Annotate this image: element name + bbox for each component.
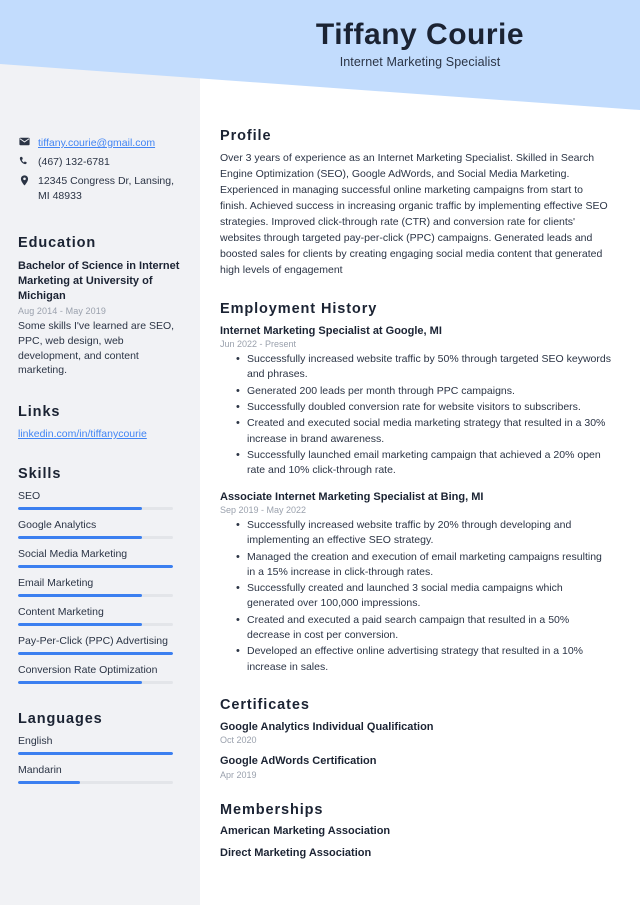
employment-bullet: • Managed the creation and execution of email marketing campaigns resulting in a 15% increase in click-through rates.	[236, 550, 612, 581]
language-meter-fill	[18, 752, 173, 755]
language-item	[18, 735, 180, 755]
page-title: Tiffany Courie	[315, 18, 525, 51]
employment-bullet: • Successfully created and launched 3 social media campaigns which generated over 100,000 impressions.	[236, 581, 612, 612]
employment-bullet: • Generated 200 leads per month through PPC campaigns.	[236, 384, 612, 399]
memberships-heading: Memberships	[220, 801, 324, 818]
education-degree: Bachelor of Science in Internet Marketing at University of Michigan	[18, 259, 180, 303]
skills-list	[18, 490, 180, 684]
main-content	[200, 0, 640, 905]
language-meter-track	[18, 752, 173, 755]
header-job-title: Internet Marketing Specialist	[339, 54, 501, 69]
employment-bullet: • Successfully increased website traffic by 50% through targeted SEO keywords and phrases.	[236, 352, 612, 383]
skill-meter-fill	[18, 507, 142, 510]
skill-item	[18, 606, 180, 626]
contact-email-link[interactable]: tiffany.courie@gmail.com	[38, 137, 156, 149]
skill-label: Pay-Per-Click (PPC) Advertising	[18, 634, 168, 647]
employment-list	[220, 324, 612, 676]
skill-item	[18, 664, 180, 684]
skill-item	[18, 548, 180, 568]
skill-meter-track	[18, 623, 173, 626]
education-description: Some skills I've learned are SEO, PPC, web design, web development, and content marketing.	[18, 320, 175, 377]
profile-heading: Profile	[220, 128, 272, 144]
skill-item	[18, 577, 180, 597]
language-meter-track	[18, 781, 173, 784]
contact-phone-value: (467) 132-6781	[38, 156, 110, 169]
certificates-heading: Certificates	[220, 697, 310, 714]
skill-meter-track	[18, 565, 173, 568]
education-section	[18, 235, 180, 378]
skill-item	[18, 635, 180, 655]
certificate-name: Google Analytics Individual Qualification	[220, 721, 434, 734]
skill-meter-fill	[18, 536, 142, 539]
memberships-list	[220, 825, 612, 859]
certificate-name: Google AdWords Certification	[220, 755, 377, 768]
skill-label: Conversion Rate Optimization	[18, 663, 158, 676]
links-section	[18, 404, 180, 440]
phone-icon	[18, 155, 30, 166]
skill-label: Email Marketing	[18, 576, 94, 589]
envelope-icon	[18, 136, 30, 146]
contact-list	[18, 136, 180, 203]
skill-meter-track	[18, 507, 173, 510]
certificates-section	[220, 697, 612, 780]
skill-meter-track	[18, 536, 173, 539]
link-item-linkedin[interactable]: linkedin.com/in/tiffanycourie	[18, 427, 147, 440]
certificate-date: Oct 2020	[220, 735, 257, 746]
languages-heading: Languages	[18, 710, 103, 727]
profile-text: Over 3 years of experience as an Internet Marketing Specialist. Skilled in Search Engine Optimization (SEO), Google AdWords, and Social Media Marketing. Experienced in managing successful online marketing campaigns from start to finish. Achieved success in increasing organic traffic by implementing effective SEO strategies. Improved click-through rate (CTR) and conversion rate for clients' websites through targeted pay-per-click (PPC) campaigns. Generated leads and boosted sales for clients by creating engaging social media content that generated high levels of engagement	[220, 152, 608, 276]
skills-section	[18, 466, 180, 684]
skill-label: Content Marketing	[18, 605, 104, 618]
employment-bullet: • Created and executed social media marketing strategy that resulted in a 30% increase in brand awareness.	[236, 416, 612, 447]
certificate-item	[220, 720, 612, 745]
employment-title: Internet Marketing Specialist at Google, MI	[220, 324, 442, 337]
skill-meter-fill	[18, 594, 142, 597]
employment-bullet: • Developed an effective online advertising strategy that resulted in a 10% increase in sales.	[236, 644, 612, 675]
education-date: Aug 2014 - May 2019	[18, 306, 106, 317]
skill-label: Google Analytics	[18, 518, 97, 531]
memberships-section	[220, 802, 612, 859]
language-label: Mandarin	[18, 763, 62, 776]
skill-meter-track	[18, 652, 173, 655]
contact-address-row	[18, 174, 180, 202]
membership-item: Direct Marketing Association	[220, 846, 372, 859]
employment-date: Sep 2019 - May 2022	[220, 504, 307, 515]
skill-meter-fill	[18, 652, 173, 655]
contact-phone-row	[18, 155, 180, 169]
employment-bullet: • Successfully doubled conversion rate for website visitors to subscribers.	[236, 400, 612, 415]
skills-heading: Skills	[18, 465, 62, 482]
employment-entry	[220, 324, 612, 479]
contact-address-value: 12345 Congress Dr, Lansing, MI 48933	[38, 175, 175, 202]
certificate-item	[220, 754, 612, 779]
skill-meter-fill	[18, 623, 142, 626]
language-meter-fill	[18, 781, 80, 784]
certificate-date: Apr 2019	[220, 769, 257, 780]
languages-list	[18, 735, 180, 784]
employment-heading: Employment History	[220, 300, 378, 317]
languages-section	[18, 711, 180, 784]
membership-item: American Marketing Association	[220, 824, 391, 837]
language-label: English	[18, 734, 53, 747]
certificates-list	[220, 720, 612, 780]
skill-meter-track	[18, 681, 173, 684]
employment-entry	[220, 490, 612, 676]
skill-label: SEO	[18, 489, 41, 502]
employment-bullet: • Created and executed a paid search campaign that resulted in a 50% decrease in cost per conversion.	[236, 613, 612, 644]
skill-meter-fill	[18, 565, 173, 568]
skill-meter-fill	[18, 681, 142, 684]
map-pin-icon	[18, 174, 30, 186]
sidebar	[0, 0, 200, 905]
education-item	[18, 259, 180, 378]
language-item	[18, 764, 180, 784]
skill-item	[18, 519, 180, 539]
skill-label: Social Media Marketing	[18, 547, 128, 560]
employment-bullet: • Successfully increased website traffic by 20% through developing and implementing an effective SEO strategy.	[236, 518, 612, 549]
employment-title: Associate Internet Marketing Specialist at Bing, MI	[220, 490, 484, 503]
profile-section	[220, 128, 612, 279]
employment-bullet: • Successfully launched email marketing campaign that achieved a 20% open rate and 10% click-through rate.	[236, 448, 612, 479]
employment-section	[220, 301, 612, 676]
contact-email-row	[18, 136, 180, 150]
employment-bullet-list	[220, 518, 612, 675]
employment-date: Jun 2022 - Present	[220, 338, 297, 349]
skill-meter-track	[18, 594, 173, 597]
skill-item	[18, 490, 180, 510]
education-heading: Education	[18, 234, 97, 251]
employment-bullet-list	[220, 352, 612, 479]
links-heading: Links	[18, 403, 61, 420]
